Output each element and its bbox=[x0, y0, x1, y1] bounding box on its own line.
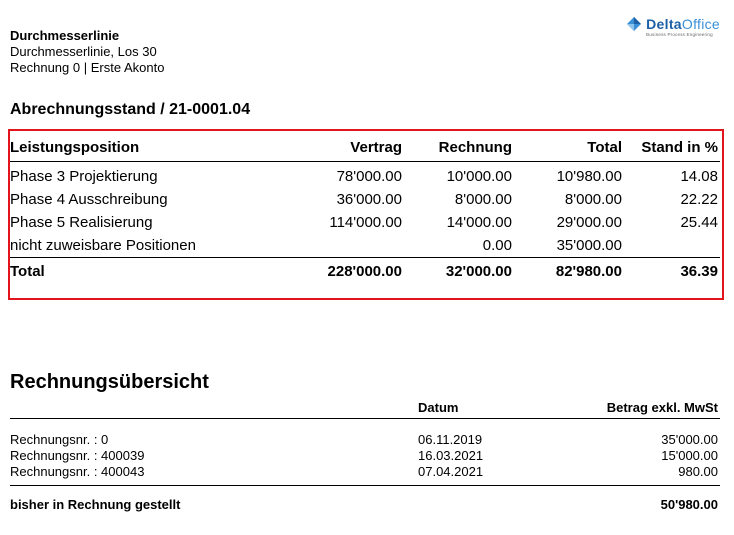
project-title: Durchmesserlinie bbox=[10, 28, 120, 43]
cell-datum: 16.03.2021 bbox=[418, 447, 484, 463]
sum-spacer bbox=[418, 486, 568, 513]
deltaoffice-logo bbox=[626, 16, 720, 38]
sum-label: bisher in Rechnung gestellt bbox=[10, 486, 418, 513]
cell-total: 35'000.00 bbox=[556, 237, 622, 254]
col-rechnungsnr bbox=[10, 396, 418, 419]
cell-stand: 22.22 bbox=[680, 191, 718, 208]
col-leistungsposition: Leistungsposition bbox=[10, 134, 312, 162]
col-datum: Datum bbox=[418, 396, 568, 419]
cell-rechnung: 0.00 bbox=[482, 237, 512, 254]
cell-total: 29'000.00 bbox=[556, 214, 622, 231]
cell-datum: 06.11.2019 bbox=[418, 431, 483, 447]
col-stand: Stand in % bbox=[624, 134, 720, 162]
uebersicht-title: Rechnungsübersicht bbox=[10, 371, 209, 393]
logo-wordmark: DeltaOffice bbox=[646, 16, 720, 32]
cell-betrag: 980.00 bbox=[678, 463, 718, 479]
table-row bbox=[10, 162, 720, 189]
abrechnung-table bbox=[10, 134, 720, 285]
col-betrag: Betrag exkl. MwSt bbox=[568, 396, 720, 419]
cell-rechnung: 14'000.00 bbox=[446, 214, 512, 231]
cell-vertrag: 78'000.00 bbox=[336, 168, 402, 185]
total-rechnung: 32'000.00 bbox=[404, 258, 514, 286]
col-total: Total bbox=[514, 134, 624, 162]
cell-vertrag: 114'000.00 bbox=[329, 214, 402, 231]
uebersicht-table bbox=[10, 396, 720, 512]
cell-stand: 14.08 bbox=[680, 168, 718, 185]
sum-value: 50'980.00 bbox=[568, 486, 720, 513]
cell-vertrag bbox=[312, 234, 404, 258]
col-vertrag: Vertrag bbox=[312, 134, 404, 162]
table-row bbox=[10, 463, 720, 486]
logo-tagline: Business Process Engineering bbox=[646, 32, 713, 37]
table-row bbox=[10, 447, 720, 463]
cell-position: Phase 4 Ausschreibung bbox=[10, 191, 168, 208]
cell-rechnung: 8'000.00 bbox=[454, 191, 512, 208]
table-row bbox=[10, 188, 720, 211]
invoice-line: Rechnung 0 | Erste Akonto bbox=[10, 60, 165, 75]
col-rechnung: Rechnung bbox=[404, 134, 514, 162]
deltaoffice-diamond-icon bbox=[626, 16, 642, 32]
cell-total: 10'980.00 bbox=[556, 168, 622, 185]
cell-betrag: 15'000.00 bbox=[661, 447, 718, 463]
table-row bbox=[10, 419, 720, 448]
table-header-row bbox=[10, 396, 720, 419]
total-row bbox=[10, 258, 720, 286]
cell-position: Phase 5 Realisierung bbox=[10, 214, 153, 231]
cell-total: 8'000.00 bbox=[564, 191, 622, 208]
table-row bbox=[10, 211, 720, 234]
sum-row bbox=[10, 486, 720, 513]
cell-betrag: 35'000.00 bbox=[661, 431, 718, 447]
cell-position: nicht zuweisbare Positionen bbox=[10, 237, 196, 254]
cell-rechnungsnr: Rechnungsnr. : 400043 bbox=[10, 463, 145, 479]
cell-rechnung: 10'000.00 bbox=[446, 168, 512, 185]
total-vertrag: 228'000.00 bbox=[312, 258, 404, 286]
project-subtitle: Durchmesserlinie, Los 30 bbox=[10, 44, 157, 59]
cell-datum: 07.04.2021 bbox=[418, 463, 484, 479]
abrechnung-title: Abrechnungsstand / 21-0001.04 bbox=[10, 101, 251, 118]
total-stand: 36.39 bbox=[624, 258, 720, 286]
project-header bbox=[10, 28, 164, 76]
cell-stand bbox=[624, 234, 720, 258]
cell-rechnungsnr: Rechnungsnr. : 400039 bbox=[10, 447, 145, 463]
cell-position: Phase 3 Projektierung bbox=[10, 168, 158, 185]
total-label: Total bbox=[10, 258, 312, 286]
table-header-row bbox=[10, 134, 720, 162]
table-row bbox=[10, 234, 720, 258]
cell-stand: 25.44 bbox=[680, 214, 718, 231]
cell-vertrag: 36'000.00 bbox=[336, 191, 402, 208]
total-total: 82'980.00 bbox=[514, 258, 624, 286]
cell-rechnungsnr: Rechnungsnr. : 0 bbox=[10, 431, 109, 447]
